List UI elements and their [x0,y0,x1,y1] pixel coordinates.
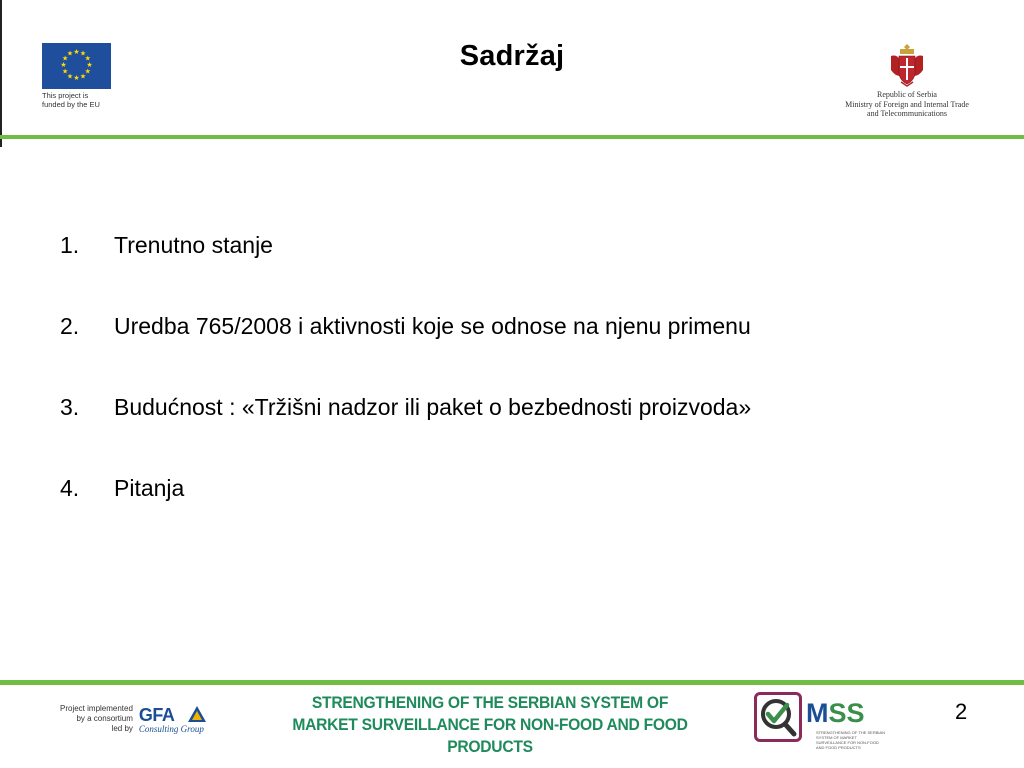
header-divider [0,135,1024,139]
footer-divider [0,680,1024,685]
svg-text:★: ★ [73,48,80,56]
slide-left-edge [0,0,2,147]
svg-text:★: ★ [86,61,93,69]
svg-text:★: ★ [73,74,80,82]
gfa-triangle-icon [187,705,207,723]
svg-text:★: ★ [84,67,91,76]
agenda-item [60,394,751,475]
svg-text:★: ★ [62,67,69,76]
svg-text:★: ★ [79,72,87,81]
agenda-item [60,313,751,394]
slide-title: Sadržaj [459,40,565,72]
agenda-item-number: 2. [60,313,80,339]
page-number: 2 [955,699,968,724]
mss-logo [754,692,886,750]
agenda-item-number: 1. [60,232,80,258]
agenda-item [60,232,751,313]
project-banner-line-2: MARKET SURVEILLANCE FOR NON-FOOD AND FOOD PRODUCTS [292,715,688,756]
gfa-brand-name: GFA [138,704,175,725]
serbian-coat-of-arms-icon [889,42,925,88]
svg-text:★: ★ [66,72,74,81]
agenda-item-label: Budućnost : «Tržišni nadzor ili paket o bezbednosti proizvoda» [114,394,752,420]
agenda-item-label: Pitanja [114,475,185,501]
svg-text:★: ★ [66,49,74,58]
agenda-item-number: 4. [60,475,80,501]
gfa-logo [60,704,204,734]
eu-funding-text: This project is funded by the EU [42,91,100,109]
serbia-ministry-text: Republic of Serbia Ministry of Foreign and Internal Trade and Telecommunications [845,90,969,118]
project-banner [251,692,729,758]
agenda-item-label: Uredba 765/2008 i aktivnosti koje se odnose na njenu primenu [114,313,751,339]
svg-text:★: ★ [62,54,69,63]
svg-text:★: ★ [60,61,67,69]
svg-text:★: ★ [84,54,91,63]
agenda-list [60,232,751,556]
mss-magnifier-check-icon [754,692,802,742]
serbia-ministry-logo [830,42,984,119]
gfa-brand-subtitle: Consulting Group [138,723,204,734]
agenda-item-label: Trenutno stanje [114,232,273,258]
agenda-item [60,475,751,556]
gfa-consortium-text: Project implemented by a consortium led by [60,704,133,733]
agenda-item-number: 3. [60,394,80,420]
mss-tagline: STRENGTHENING OF THE SERBIAN SYSTEM OF MARKET SURVEILLANCE FOR NON-FOOD AND FOOD PRODUCTS [816,730,886,750]
svg-text:★: ★ [79,49,87,58]
project-banner-line-1: STRENGTHENING OF THE SERBIAN SYSTEM OF [311,693,669,712]
mss-brand-name: MSS [806,698,865,728]
gfa-brand [139,705,204,734]
